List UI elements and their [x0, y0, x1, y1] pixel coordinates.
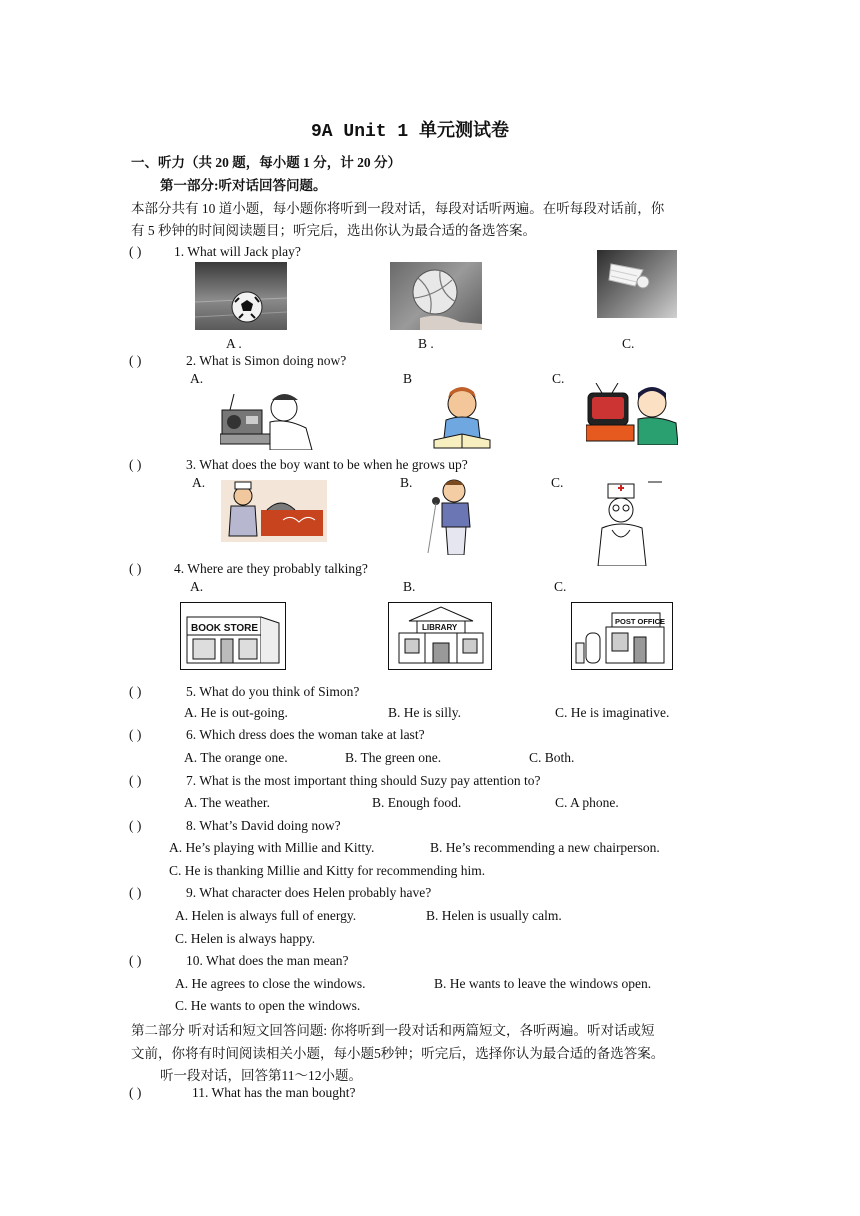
- post-office-picture[interactable]: [571, 602, 673, 670]
- answer-paren[interactable]: ( ): [129, 684, 142, 699]
- bookstore-sign: BOOK STORE: [191, 623, 259, 634]
- question-1: 1. What will Jack play?: [174, 244, 301, 259]
- question-8: 8. What’s David doing now?: [186, 818, 341, 833]
- option-c-label: C.: [552, 371, 565, 386]
- part2-instruction-line3: 听一段对话，回答第11～12小题。: [160, 1068, 362, 1083]
- boy-radio-icon: [220, 388, 314, 450]
- part1-instruction-line1: 本部分共有 10 道小题，每小题你将听到一段对话，每段对话听两遍。在听每段对话前，你: [131, 201, 665, 216]
- option-c[interactable]: C. Helen is always happy.: [175, 931, 316, 946]
- option-a-label: A.: [192, 475, 206, 490]
- option-c-label: C.: [554, 579, 567, 594]
- part1-instruction-line2: 有 5 秒钟的时间阅读题目；听完后，选出你认为最合适的备选答案。: [131, 223, 536, 238]
- answer-paren[interactable]: ( ): [129, 885, 142, 900]
- singer-icon: [418, 477, 484, 555]
- option-a[interactable]: A. The orange one.: [184, 750, 288, 765]
- option-b-label: B .: [418, 336, 434, 351]
- bookstore-picture[interactable]: [180, 602, 286, 670]
- volleyball-icon: [390, 262, 482, 330]
- option-c-label: C.: [622, 336, 635, 351]
- option-c[interactable]: C. He is thanking Millie and Kitty for recommending him.: [169, 863, 486, 878]
- answer-paren[interactable]: ( ): [129, 561, 142, 576]
- option-b[interactable]: B. He’s recommending a new chairperson.: [430, 840, 660, 855]
- option-b[interactable]: B. Helen is usually calm.: [426, 908, 562, 923]
- option-a[interactable]: A. He’s playing with Millie and Kitty.: [169, 840, 375, 855]
- question-6: 6. Which dress does the woman take at last?: [186, 727, 425, 742]
- option-a[interactable]: A. Helen is always full of energy.: [175, 908, 357, 923]
- bookstore-icon: [181, 603, 285, 669]
- boy-watching-tv-picture[interactable]: [586, 383, 678, 445]
- cook-icon: [221, 480, 327, 542]
- question-11: 11. What has the man bought?: [192, 1085, 356, 1100]
- post-office-sign: POST OFFICE: [615, 617, 666, 626]
- shuttlecock-picture[interactable]: [597, 250, 677, 318]
- singer-picture[interactable]: [418, 477, 484, 555]
- boy-reading-book-picture[interactable]: [430, 384, 494, 450]
- option-b[interactable]: B. He wants to leave the windows open.: [434, 976, 652, 991]
- option-b[interactable]: B. He is silly.: [388, 705, 462, 720]
- part1-heading: 第一部分:听对话回答问题。: [160, 178, 327, 193]
- answer-paren[interactable]: ( ): [129, 353, 142, 368]
- part2-instruction-line1: 第二部分 听对话和短文回答问题: 你将听到一段对话和两篇短文，各听两遍。听对话或短: [131, 1023, 655, 1038]
- answer-paren[interactable]: ( ): [129, 818, 142, 833]
- option-a[interactable]: A. The weather.: [184, 795, 270, 810]
- option-b[interactable]: B. The green one.: [345, 750, 442, 765]
- option-c[interactable]: C. Both.: [529, 750, 575, 765]
- football-icon: [195, 262, 287, 330]
- question-2: 2. What is Simon doing now?: [186, 353, 347, 368]
- shuttlecock-icon: [597, 250, 677, 318]
- library-icon: [389, 603, 491, 669]
- option-a-label: A.: [190, 371, 204, 386]
- volleyball-picture[interactable]: [390, 262, 482, 330]
- section-heading: 一、听力（共 20 题，每小题 1 分，计 20 分）: [131, 155, 401, 170]
- doctor-icon: [594, 478, 664, 566]
- option-a[interactable]: A. He agrees to close the windows.: [175, 976, 366, 991]
- boy-book-icon: [430, 384, 494, 450]
- option-b-label: B: [403, 371, 413, 386]
- option-c-label: C.: [551, 475, 564, 490]
- option-a-label: A .: [226, 336, 242, 351]
- option-c[interactable]: C. A phone.: [555, 795, 619, 810]
- question-4: 4. Where are they probably talking?: [174, 561, 368, 576]
- answer-paren[interactable]: ( ): [129, 953, 142, 968]
- answer-paren[interactable]: ( ): [129, 727, 142, 742]
- option-a[interactable]: A. He is out-going.: [184, 705, 288, 720]
- answer-paren[interactable]: ( ): [129, 457, 142, 472]
- answer-paren[interactable]: ( ): [129, 1085, 142, 1100]
- football-picture[interactable]: [195, 262, 287, 330]
- boy-listening-radio-picture[interactable]: [220, 388, 314, 450]
- post-office-icon: [572, 603, 672, 669]
- library-picture[interactable]: [388, 602, 492, 670]
- option-a-label: A.: [190, 579, 204, 594]
- page-title: 9A Unit 1 单元测试卷: [311, 122, 510, 142]
- option-c[interactable]: C. He is imaginative.: [555, 705, 670, 720]
- doctor-picture[interactable]: [594, 478, 664, 566]
- cook-picture[interactable]: [221, 480, 327, 542]
- part2-instruction-line2: 文前，你将有时间阅读相关小题，每小题5秒钟；听完后，选择你认为最合适的备选答案。: [131, 1046, 665, 1061]
- option-c[interactable]: C. He wants to open the windows.: [175, 998, 361, 1013]
- option-b-label: B.: [400, 475, 413, 490]
- library-sign: LIBRARY: [422, 623, 458, 632]
- boy-tv-icon: [586, 383, 678, 445]
- option-b[interactable]: B. Enough food.: [372, 795, 462, 810]
- question-5: 5. What do you think of Simon?: [186, 684, 360, 699]
- question-10: 10. What does the man mean?: [186, 953, 349, 968]
- question-9: 9. What character does Helen probably have?: [186, 885, 432, 900]
- answer-paren[interactable]: ( ): [129, 244, 142, 259]
- answer-paren[interactable]: ( ): [129, 773, 142, 788]
- option-b-label: B.: [403, 579, 416, 594]
- question-7: 7. What is the most important thing should Suzy pay attention to?: [186, 773, 541, 788]
- question-3: 3. What does the boy want to be when he grows up?: [186, 457, 468, 472]
